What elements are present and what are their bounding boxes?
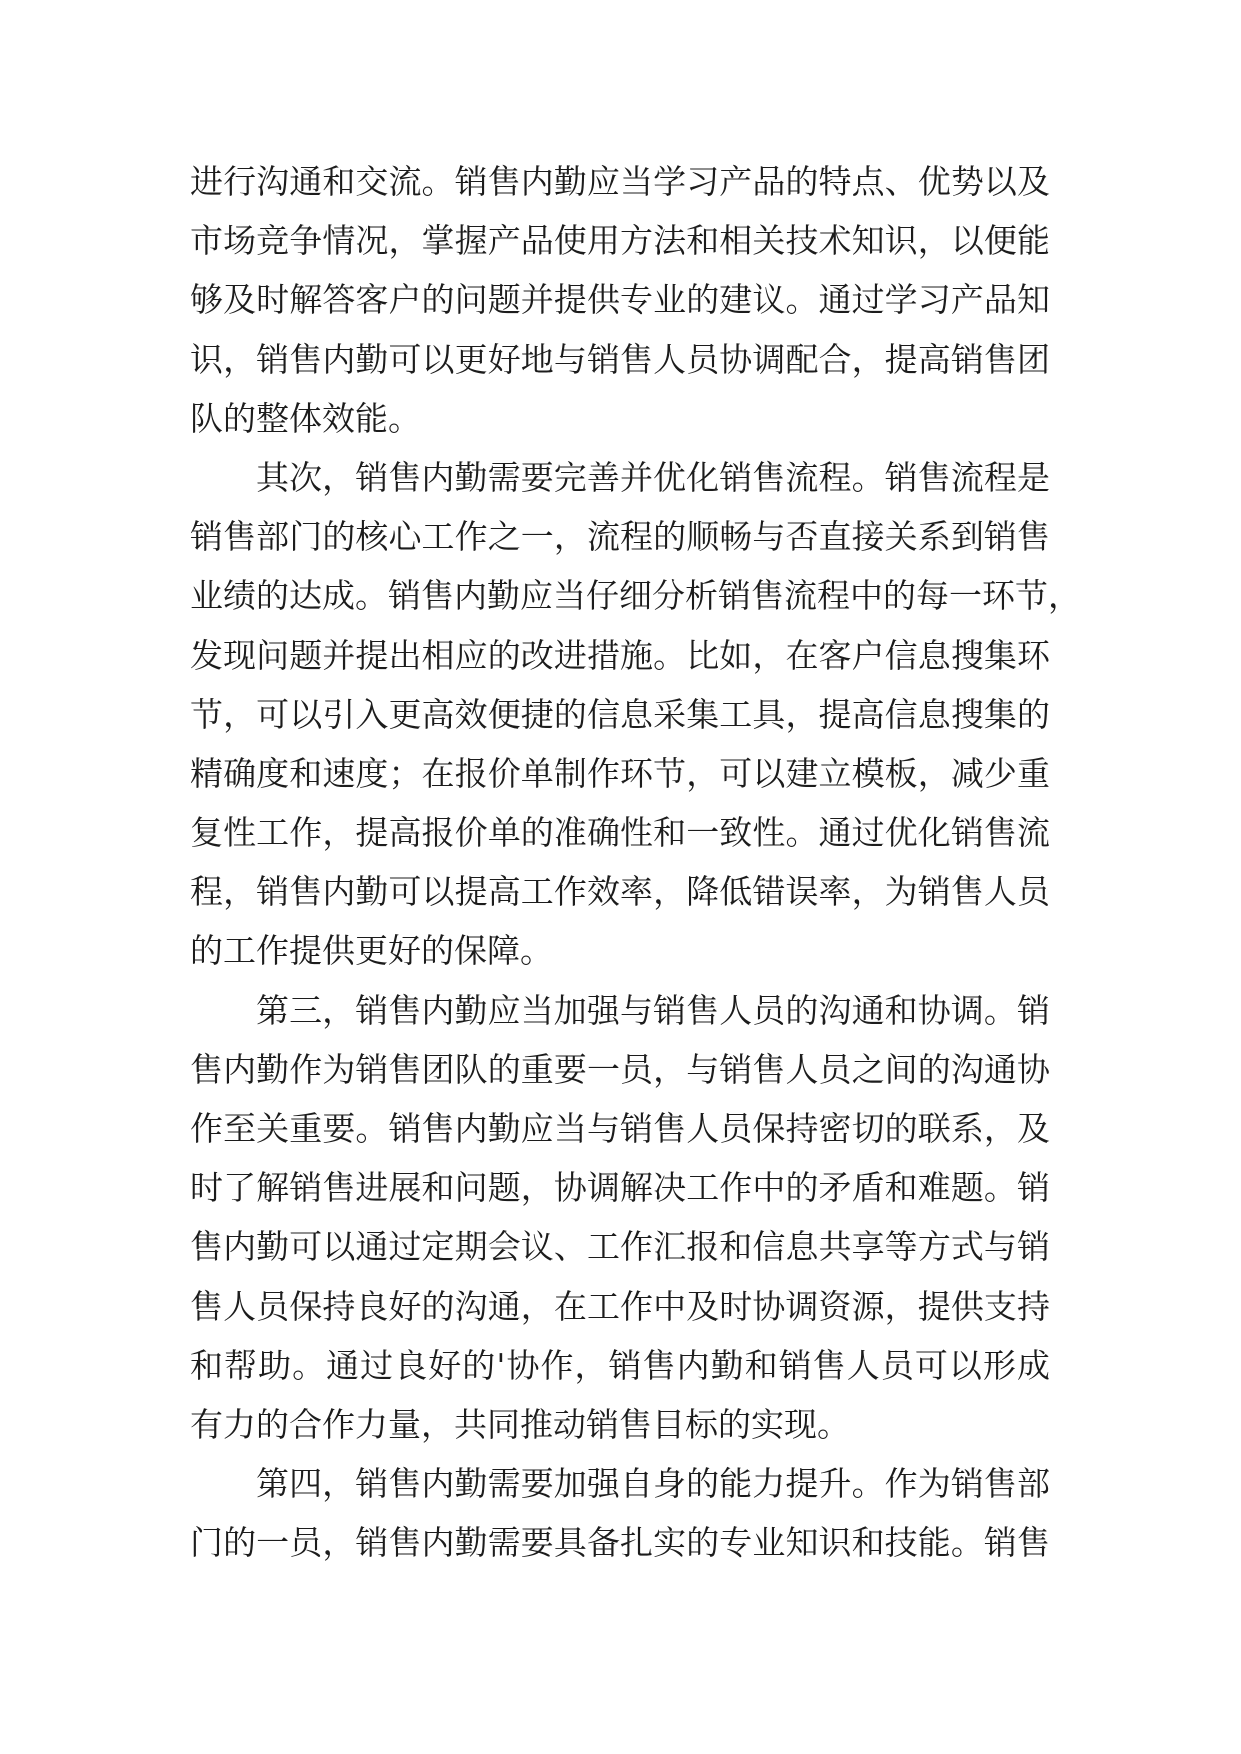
text-line: 售内勤作为销售团队的重要一员，与销售人员之间的沟通协 [190, 1049, 1050, 1089]
text-line: 识，销售内勤可以更好地与销售人员协调配合，提高销售团 [190, 339, 1050, 379]
paragraph-start-line: 其次，销售内勤需要完善并优化销售流程。销售流程是 [256, 457, 1050, 497]
text-line: 有力的合作力量，共同推动销售目标的实现。 [190, 1404, 850, 1444]
text-line: 程，销售内勤可以提高工作效率，降低错误率，为销售人员 [190, 872, 1050, 912]
text-line: 作至关重要。销售内勤应当与销售人员保持密切的联系，及 [190, 1109, 1050, 1148]
text-line: 队的整体效能。 [190, 398, 421, 438]
text-line: 的工作提供更好的保障。 [190, 931, 553, 971]
text-line: 业绩的达成。销售内勤应当仔细分析销售流程中的每一环节， [190, 576, 1081, 616]
text-line: 复性工作，提高报价单的准确性和一致性。通过优化销售流 [190, 813, 1050, 853]
text-line: 够及时解答客户的问题并提供专业的建议。通过学习产品知 [190, 280, 1050, 320]
text-line: 和帮助。通过良好的'协作，销售内勤和销售人员可以形成 [190, 1345, 1050, 1385]
text-line: 售人员保持良好的沟通，在工作中及时协调资源，提供支持 [190, 1286, 1050, 1326]
text-line: 市场竞争情况，掌握产品使用方法和相关技术知识，以便能 [190, 221, 1050, 261]
text-line: 精确度和速度；在报价单制作环节，可以建立模板，减少重 [190, 753, 1050, 793]
text-line: 时了解销售进展和问题，协调解决工作中的矛盾和难题。销 [190, 1168, 1050, 1208]
paragraph-start-line: 第四，销售内勤需要加强自身的能力提升。作为销售部 [256, 1464, 1050, 1504]
text-line: 售内勤可以通过定期会议、工作汇报和信息共享等方式与销 [190, 1227, 1050, 1267]
text-line: 门的一员，销售内勤需要具备扎实的专业知识和技能。销售 [190, 1523, 1050, 1563]
text-line: 销售部门的核心工作之一，流程的顺畅与否直接关系到销售 [190, 517, 1050, 557]
paragraph-start-line: 第三，销售内勤应当加强与销售人员的沟通和协调。销 [256, 990, 1050, 1030]
text-line: 发现问题并提出相应的改进措施。比如，在客户信息搜集环 [190, 635, 1050, 675]
text-line: 进行沟通和交流。销售内勤应当学习产品的特点、优势以及 [190, 162, 1050, 201]
text-line: 节，可以引入更高效便捷的信息采集工具，提高信息搜集的 [190, 694, 1050, 734]
body-text [190, 152, 1081, 1573]
